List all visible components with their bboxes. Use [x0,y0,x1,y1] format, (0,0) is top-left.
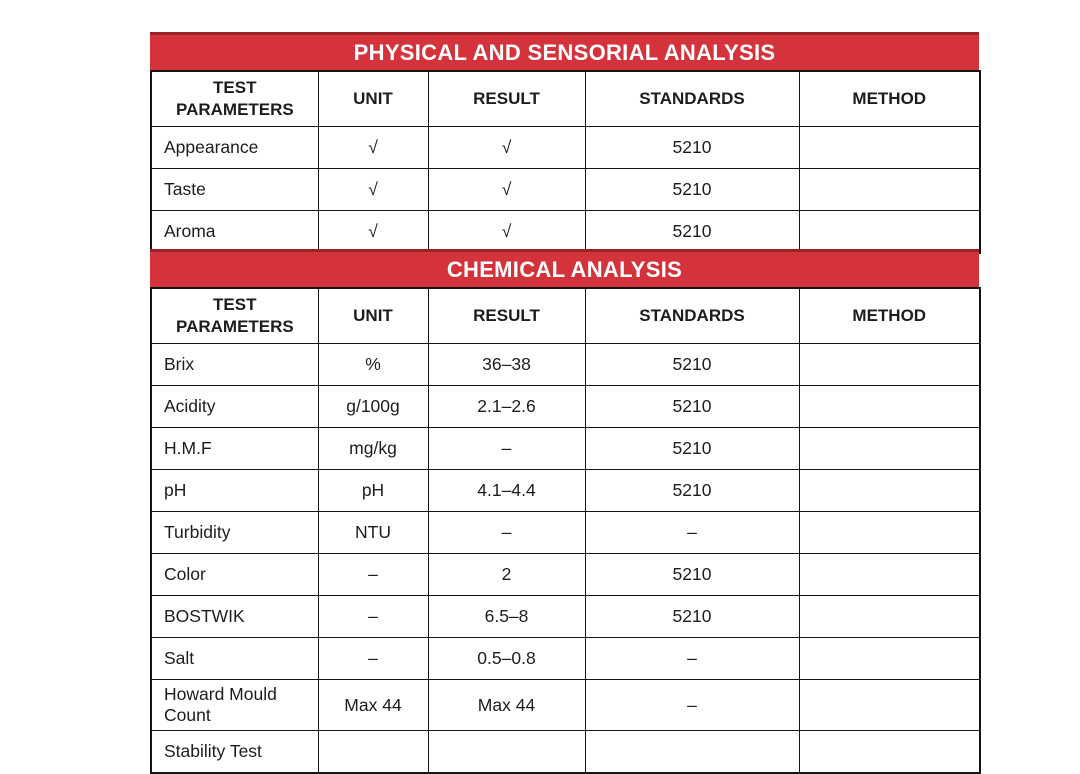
chemical-analysis-table-head [151,288,980,344]
column-header: STANDARDS [585,288,799,344]
result-cell: – [428,428,585,470]
column-header: METHOD [799,71,980,127]
method-cell [799,512,980,554]
chemical-analysis-section [150,249,979,774]
unit-cell: √ [318,211,428,254]
standards-cell: – [585,512,799,554]
table-row [151,344,980,386]
column-header: RESULT [428,288,585,344]
result-cell: √ [428,127,585,169]
standards-cell: 5210 [585,596,799,638]
unit-cell: NTU [318,512,428,554]
standards-cell: 5210 [585,554,799,596]
unit-cell: – [318,554,428,596]
table-row [151,554,980,596]
test-parameter-cell: Brix [151,344,318,386]
method-cell [799,428,980,470]
standards-cell: 5210 [585,386,799,428]
column-header: TEST PARAMETERS [151,288,318,344]
method-cell [799,470,980,512]
column-header: RESULT [428,71,585,127]
table-row [151,386,980,428]
test-parameter-cell: BOSTWIK [151,596,318,638]
result-cell: 2.1–2.6 [428,386,585,428]
standards-cell: 5210 [585,428,799,470]
standards-cell [585,731,799,774]
result-cell: 4.1–4.4 [428,470,585,512]
physical-sensorial-table-body [151,127,980,254]
test-parameter-cell: H.M.F [151,428,318,470]
unit-cell: √ [318,127,428,169]
result-cell: 36–38 [428,344,585,386]
method-cell [799,344,980,386]
test-parameter-cell: Acidity [151,386,318,428]
test-parameter-cell: Taste [151,169,318,211]
table-row [151,211,980,254]
header-row [151,71,980,127]
standards-cell: 5210 [585,127,799,169]
unit-cell: – [318,638,428,680]
header-row [151,288,980,344]
test-parameter-cell: Howard Mould Count [151,680,318,731]
standards-cell: – [585,638,799,680]
chemical-analysis-title-band [150,249,979,287]
unit-cell: – [318,596,428,638]
test-parameter-cell: pH [151,470,318,512]
unit-cell: Max 44 [318,680,428,731]
method-cell [799,731,980,774]
physical-sensorial-table [150,70,981,254]
method-cell [799,596,980,638]
unit-cell: % [318,344,428,386]
table-row [151,638,980,680]
method-cell [799,638,980,680]
physical-sensorial-table-head [151,71,980,127]
table-row [151,512,980,554]
column-header: TEST PARAMETERS [151,71,318,127]
test-parameter-cell: Stability Test [151,731,318,774]
chemical-analysis-title: CHEMICAL ANALYSIS [446,256,683,282]
table-row [151,680,980,731]
method-cell [799,211,980,254]
table-row [151,169,980,211]
column-header: STANDARDS [585,71,799,127]
table-row [151,596,980,638]
method-cell [799,169,980,211]
method-cell [799,554,980,596]
method-cell [799,127,980,169]
result-cell: 0.5–0.8 [428,638,585,680]
test-parameter-cell: Salt [151,638,318,680]
result-cell: 6.5–8 [428,596,585,638]
chemical-analysis-table-body [151,344,980,774]
result-cell: 2 [428,554,585,596]
chemical-analysis-table [150,287,981,774]
result-cell: √ [428,169,585,211]
result-cell: – [428,512,585,554]
unit-cell: mg/kg [318,428,428,470]
method-cell [799,386,980,428]
table-row [151,731,980,774]
test-parameter-cell: Color [151,554,318,596]
unit-cell: g/100g [318,386,428,428]
test-parameter-cell: Turbidity [151,512,318,554]
standards-cell: – [585,680,799,731]
column-header: UNIT [318,288,428,344]
column-header: UNIT [318,71,428,127]
test-parameter-cell: Appearance [151,127,318,169]
table-row [151,470,980,512]
unit-cell: √ [318,169,428,211]
physical-sensorial-analysis-section [150,32,979,254]
physical-sensorial-title-band [150,32,979,70]
unit-cell [318,731,428,774]
result-cell: √ [428,211,585,254]
standards-cell: 5210 [585,169,799,211]
column-header: METHOD [799,288,980,344]
unit-cell: pH [318,470,428,512]
method-cell [799,680,980,731]
table-row [151,428,980,470]
table-row [151,127,980,169]
standards-cell: 5210 [585,344,799,386]
result-cell [428,731,585,774]
test-parameter-cell: Aroma [151,211,318,254]
result-cell: Max 44 [428,680,585,731]
standards-cell: 5210 [585,470,799,512]
standards-cell: 5210 [585,211,799,254]
physical-sensorial-title: PHYSICAL AND SENSORIAL ANALYSIS [353,39,776,65]
